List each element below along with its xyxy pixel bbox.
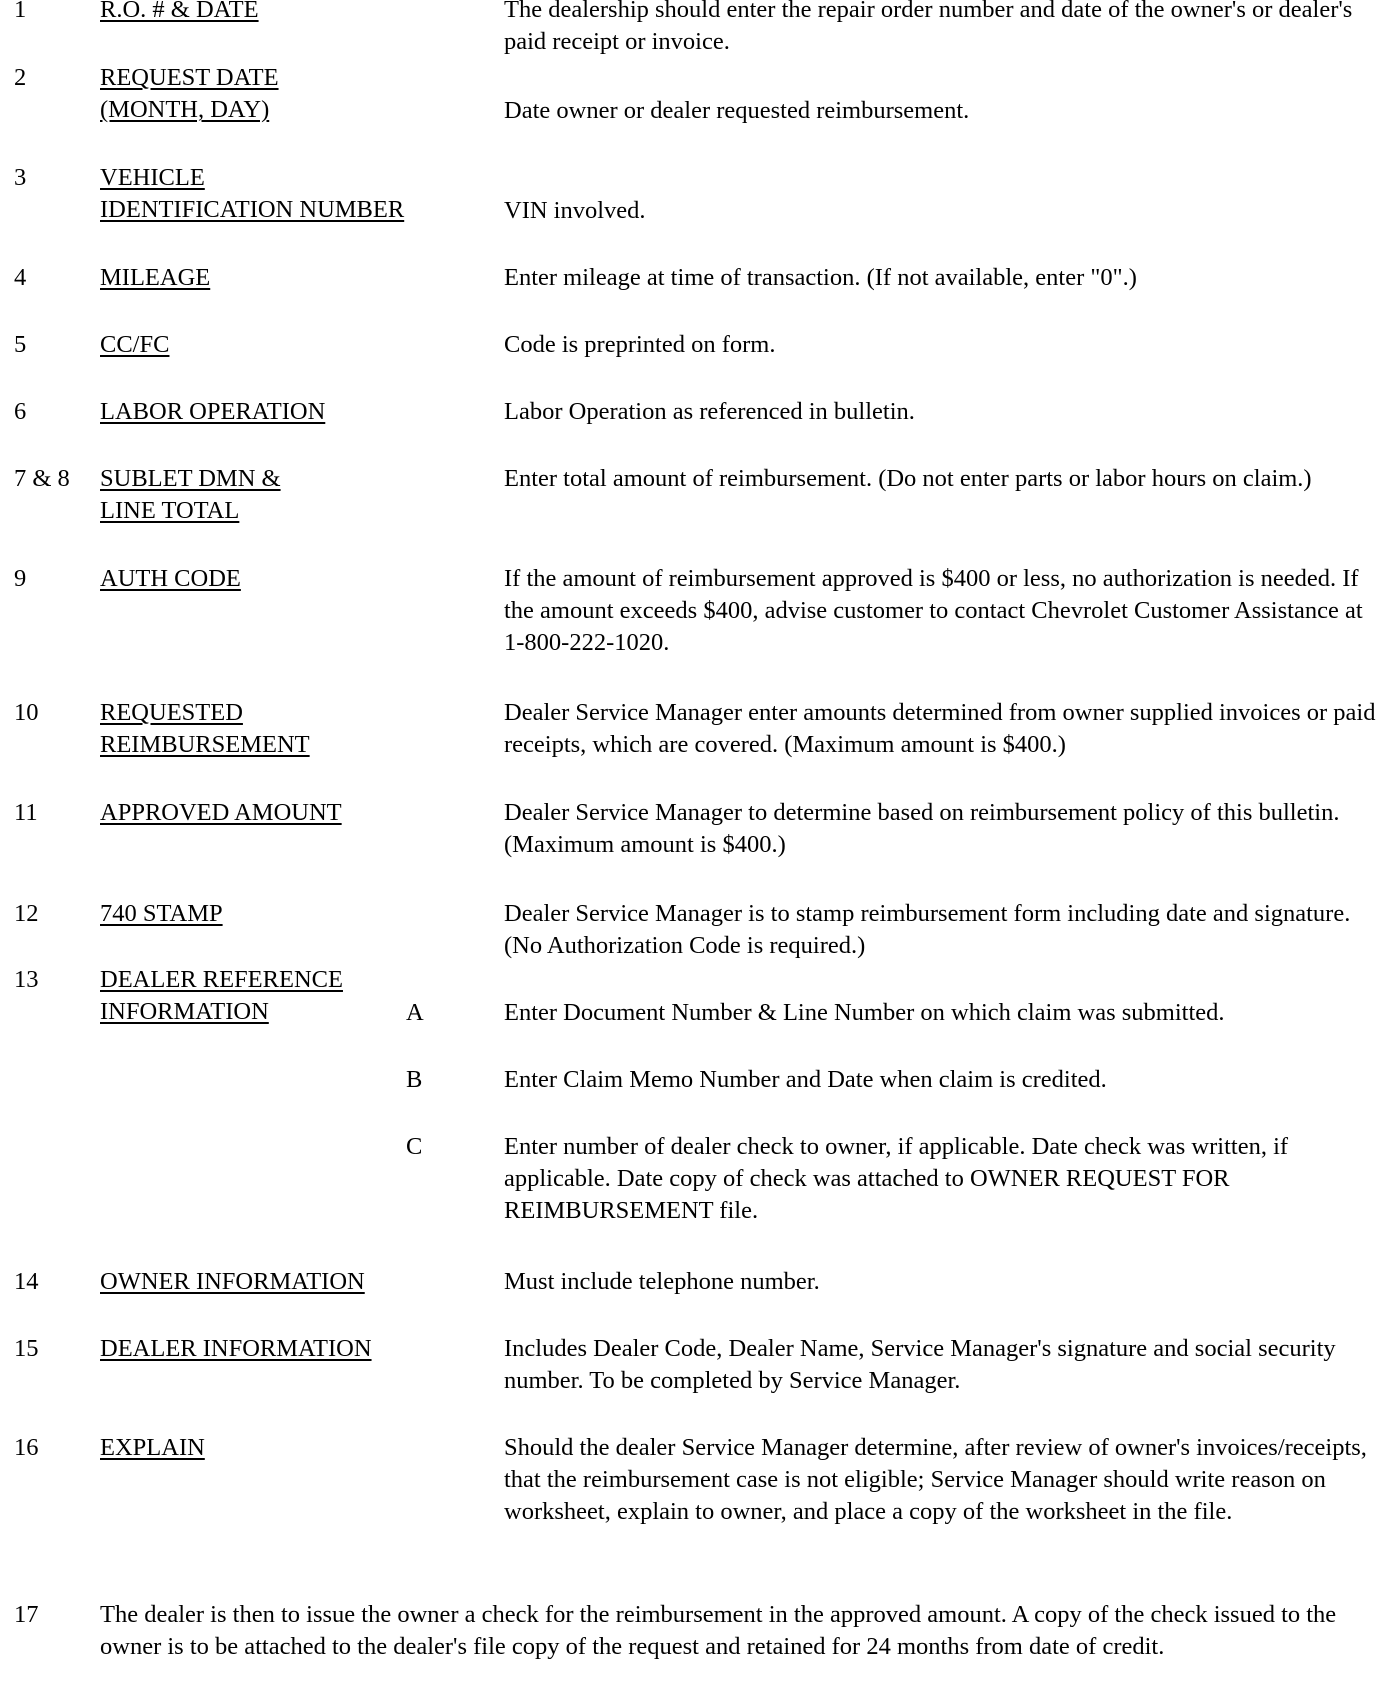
item-number-13: 13 [14,966,39,993]
desc-vin: VIN involved. [504,197,646,224]
field-label-line: MILEAGE [100,264,211,291]
field-approved-amount [100,797,342,829]
field-740-stamp [100,898,223,930]
desc-request-date: Date owner or dealer requested reimbursement. [504,97,970,124]
sub-letter-a: A [406,999,424,1026]
desc-dealer-reference-a: Enter Document Number & Line Number on which claim was submitted. [504,999,1225,1026]
field-label-line: 740 STAMP [100,900,223,927]
field-label-line: SUBLET DMN & [100,465,281,492]
field-requested-reimbursement [100,697,310,761]
field-ro-date [100,0,259,26]
desc-ro-date: The dealership should enter the repair order number and date of the owner's or dealer's paid receipt or invoice. [504,0,1353,55]
field-label-line: REQUEST DATE [100,64,279,91]
item-number-2: 2 [14,64,27,91]
item-number-11: 11 [14,799,38,826]
desc-dealer-reference-b: Enter Claim Memo Number and Date when claim is credited. [504,1066,1107,1093]
desc-dealer-reference-c: Enter number of dealer check to owner, if applicable. Date check was written, if applicable. Date copy of check was attached to OWNER REQUEST FOR REIMBURSEMENT file. [504,1133,1289,1224]
item-number-10: 10 [14,699,39,726]
desc-requested-reimbursement: Dealer Service Manager enter amounts determined from owner supplied invoices or paid receipts, which are covered. (Maximum amount is $400.) [504,699,1376,758]
desc-explain: Should the dealer Service Manager determine, after review of owner's invoices/receipts, that the reimbursement case is not eligible; Service Manager should write reason on worksheet, explain to owner, and place a copy of the worksheet in the file. [504,1434,1367,1525]
field-owner-information [100,1266,365,1298]
field-label-line: EXPLAIN [100,1434,205,1461]
field-dealer-information [100,1333,372,1365]
item-number-1: 1 [14,0,27,23]
item-number-12: 12 [14,900,39,927]
desc-approved-amount: Dealer Service Manager to determine based on reimbursement policy of this bulletin. (Maximum amount is $400.) [504,799,1340,858]
item-number-3: 3 [14,164,27,191]
desc-sublet-dmn-line-total: Enter total amount of reimbursement. (Do not enter parts or labor hours on claim.) [504,465,1312,492]
item-number-17: 17 [14,1601,39,1628]
item-number-15: 15 [14,1335,39,1362]
field-request-date [100,62,279,126]
item-number-9: 9 [14,565,27,592]
field-label-line: IDENTIFICATION NUMBER [100,196,405,223]
item-number-6: 6 [14,398,27,425]
field-label-line: DEALER INFORMATION [100,1335,372,1362]
field-label-line: VEHICLE [100,164,205,191]
item-number-5: 5 [14,331,27,358]
desc-mileage: Enter mileage at time of transaction. (If not available, enter "0".) [504,264,1137,291]
item-number-16: 16 [14,1434,39,1461]
field-sublet-dmn-line-total [100,463,281,527]
field-label-line: LINE TOTAL [100,497,240,524]
field-label-line: REQUESTED [100,699,243,726]
field-label-line: AUTH CODE [100,565,241,592]
field-auth-code [100,563,241,595]
field-labor-operation [100,396,325,428]
desc-auth-code: If the amount of reimbursement approved is $400 or less, no authorization is needed. If the amount exceeds $400, advise customer to contact Chevrolet Customer Assistance at 1-800-222-1020. [504,565,1363,656]
field-cc-fc [100,329,169,361]
sub-letter-c: C [406,1133,423,1160]
field-mileage [100,262,210,294]
desc-740-stamp: Dealer Service Manager is to stamp reimbursement form including date and signature. (No Authorization Code is required.) [504,900,1351,959]
field-label-line: (MONTH, DAY) [100,96,270,123]
field-label-line: DEALER REFERENCE [100,966,343,993]
field-label-line: LABOR OPERATION [100,398,326,425]
desc-cc-fc: Code is preprinted on form. [504,331,776,358]
field-label-line: REIMBURSEMENT [100,731,310,758]
field-explain [100,1432,205,1464]
desc-owner-information: Must include telephone number. [504,1268,820,1295]
item-number-7-8: 7 & 8 [14,465,70,492]
item-number-14: 14 [14,1268,39,1295]
field-label-line: INFORMATION [100,998,269,1025]
field-label-line: CC/FC [100,331,170,358]
field-label-line: OWNER INFORMATION [100,1268,365,1295]
desc-labor-operation: Labor Operation as referenced in bulletin. [504,398,915,425]
field-label-line: R.O. # & DATE [100,0,259,23]
field-dealer-reference-information [100,964,343,1028]
sub-letter-b: B [406,1066,423,1093]
field-label-line: APPROVED AMOUNT [100,799,342,826]
field-vin [100,162,404,226]
desc-dealer-information: Includes Dealer Code, Dealer Name, Service Manager's signature and social security number. To be completed by Service Manager. [504,1335,1336,1394]
item-number-4: 4 [14,264,27,291]
closing-paragraph: The dealer is then to issue the owner a check for the reimbursement in the approved amount. A copy of the check issued to the owner is to be attached to the dealer's file copy of the request and retained for 24 months from date of credit. [100,1601,1337,1660]
